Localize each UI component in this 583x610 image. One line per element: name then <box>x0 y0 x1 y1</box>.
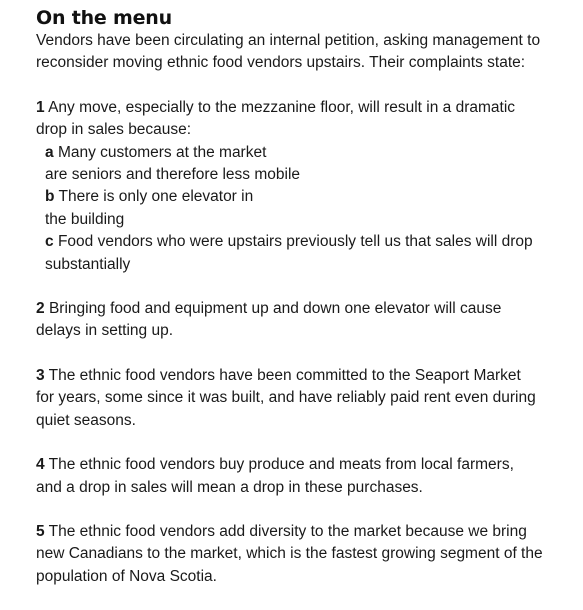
sub-line: are seniors and therefore less mobile <box>45 166 301 184</box>
sub-item-a <box>36 142 576 187</box>
complaint-item-4 <box>36 454 576 499</box>
sub-item-b <box>36 186 576 231</box>
sub-letter: b <box>45 188 55 206</box>
sub-line: substantially <box>45 255 131 273</box>
complaint-item-3 <box>36 365 576 432</box>
article-heading: On the menu <box>36 7 172 29</box>
sub-line: Food vendors who were upstairs previously tell us that sales will drop <box>57 233 533 251</box>
intro-line: Vendors have been circulating an internal petition, asking management to <box>36 32 541 49</box>
complaint-line: for years, some since it was built, and have reliably paid rent even during <box>36 389 536 407</box>
complaint-line: The ethnic food vendors buy produce and meats from local farmers, <box>48 456 514 474</box>
complaint-item-5 <box>36 521 576 588</box>
complaint-number: 5 <box>36 522 45 540</box>
complaint-line: Any move, especially to the mezzanine floor, will result in a dramatic <box>48 98 516 116</box>
complaint-line: population of Nova Scotia. <box>36 567 217 585</box>
intro-line: reconsider moving ethnic food vendors upstairs. Their complaints state: <box>36 54 526 72</box>
complaint-number: 4 <box>36 456 45 474</box>
complaint-line: new Canadians to the market, which is the fastest growing segment of the <box>36 545 543 563</box>
complaint-line: The ethnic food vendors have been committed to the Seaport Market <box>48 366 521 384</box>
complaint-line: and a drop in sales will mean a drop in these purchases. <box>36 478 423 496</box>
complaint-line: delays in setting up. <box>36 322 174 340</box>
sub-line: There is only one elevator in <box>58 188 254 206</box>
sub-letter: c <box>45 233 54 251</box>
sub-line: Many customers at the market <box>57 143 267 161</box>
complaint-number: 2 <box>36 300 45 318</box>
sub-item-c <box>36 231 576 276</box>
complaint-line: Bringing food and equipment up and down one elevator will cause <box>48 300 502 318</box>
complaint-item-2 <box>36 298 576 343</box>
intro-paragraph <box>36 30 576 75</box>
complaint-line: quiet seasons. <box>36 411 136 429</box>
complaint-line: drop in sales because: <box>36 121 192 139</box>
complaint-line: The ethnic food vendors add diversity to the market because we bring <box>48 522 527 540</box>
article <box>36 6 576 610</box>
complaint-number: 3 <box>36 366 45 384</box>
sub-letter: a <box>45 143 54 161</box>
sub-line: the building <box>45 210 125 228</box>
complaint-item-1 <box>36 97 576 276</box>
complaint-number: 1 <box>36 98 45 116</box>
